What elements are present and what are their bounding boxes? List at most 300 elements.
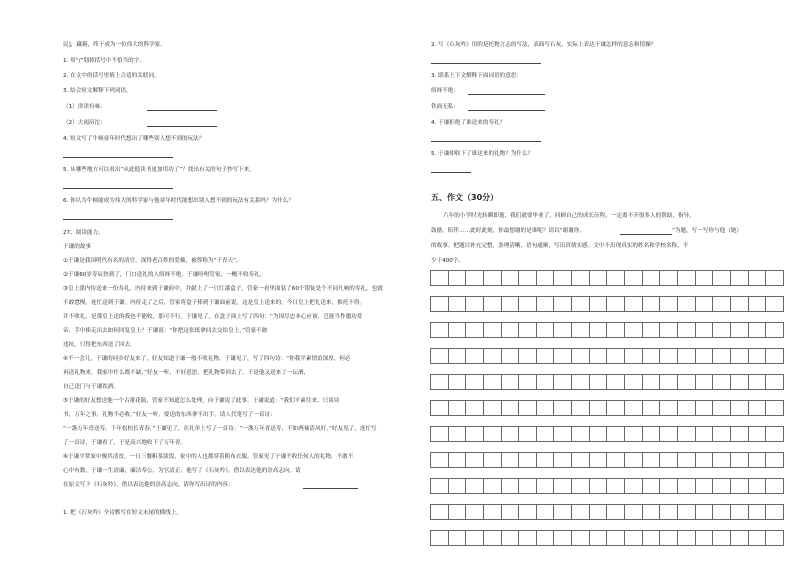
grid-cell[interactable]	[677, 375, 695, 390]
grid-cell[interactable]	[713, 323, 731, 338]
grid-cell[interactable]	[536, 323, 554, 338]
grid-cell[interactable]	[625, 297, 643, 312]
grid-gap-cell	[431, 468, 784, 479]
answer-blank[interactable]	[303, 488, 358, 489]
text-line: 民]，藏箱，终于成为一位伟大的科学家。	[63, 42, 166, 48]
grid-cell[interactable]	[448, 375, 466, 390]
grid-cell[interactable]	[766, 297, 784, 312]
grid-cell[interactable]	[660, 453, 678, 468]
grid-cell[interactable]	[766, 479, 784, 494]
reading-question-2: 2. 写《石灰吟》用的是托物言志的写法，表面写石灰，实际上表达于谦怎样的意志和情操？	[431, 42, 657, 48]
grid-cell[interactable]	[748, 427, 766, 442]
grid-cell[interactable]	[660, 505, 678, 520]
grid-cell[interactable]	[607, 427, 625, 442]
paragraph-line: 了一首诗，于谦看了，于是高兴地收下了万年青。	[63, 440, 187, 446]
grid-cell[interactable]	[607, 271, 625, 286]
composition-grid[interactable]	[430, 270, 784, 556]
grid-cell[interactable]	[519, 297, 537, 312]
grid-cell[interactable]	[730, 453, 748, 468]
grid-cell[interactable]	[730, 297, 748, 312]
grid-cell[interactable]	[642, 375, 660, 390]
grid-cell[interactable]	[466, 505, 484, 520]
answer-blank[interactable]	[431, 63, 541, 64]
grid-cell[interactable]	[572, 375, 590, 390]
grid-cell[interactable]	[625, 401, 643, 416]
grid-cell[interactable]	[660, 323, 678, 338]
grid-cell[interactable]	[466, 479, 484, 494]
grid-cell[interactable]	[677, 505, 695, 520]
grid-cell[interactable]	[660, 297, 678, 312]
grid-cell[interactable]	[501, 271, 519, 286]
reading-heading: 27、阅读能力。	[63, 230, 104, 236]
grid-cell[interactable]	[483, 375, 501, 390]
grid-cell[interactable]	[554, 271, 572, 286]
grid-cell[interactable]	[572, 271, 590, 286]
answer-blank[interactable]	[431, 172, 471, 173]
grid-cell[interactable]	[431, 427, 449, 442]
reading-question-1: 1. 把《石灰吟》全诗默写在短文末尾的横线上。	[63, 510, 182, 516]
grid-cell[interactable]	[501, 531, 519, 546]
grid-cell[interactable]	[642, 479, 660, 494]
answer-blank[interactable]	[468, 94, 545, 95]
grid-row	[431, 401, 784, 416]
paragraph-line: 并不收礼，是那皇上送的我也不能收，那可不行。于谦见了，在盒子面上写了四句：“为国尽忠本心应该，岂能当作邀功赏	[63, 314, 363, 320]
grid-cell[interactable]	[660, 427, 678, 442]
grid-cell[interactable]	[748, 505, 766, 520]
grid-gap	[431, 286, 784, 297]
grid-cell[interactable]	[589, 505, 607, 520]
grid-cell[interactable]	[501, 297, 519, 312]
grid-cell[interactable]	[519, 349, 537, 364]
grid-cell[interactable]	[554, 453, 572, 468]
grid-cell[interactable]	[713, 297, 731, 312]
grid-cell[interactable]	[695, 427, 713, 442]
grid-cell[interactable]	[554, 427, 572, 442]
grid-cell[interactable]	[607, 479, 625, 494]
grid-cell[interactable]	[748, 375, 766, 390]
grid-gap	[431, 468, 784, 479]
grid-row	[431, 297, 784, 312]
grid-cell[interactable]	[483, 479, 501, 494]
grid-cell[interactable]	[448, 271, 466, 286]
grid-row	[431, 505, 784, 520]
grid-gap	[431, 364, 784, 375]
grid-cell[interactable]	[431, 531, 449, 546]
grid-cell[interactable]	[730, 427, 748, 442]
grid-cell[interactable]	[501, 427, 519, 442]
grid-row	[431, 531, 784, 546]
grid-row	[431, 375, 784, 390]
grid-cell[interactable]	[607, 349, 625, 364]
grid-cell[interactable]	[695, 505, 713, 520]
grid-cell[interactable]	[589, 271, 607, 286]
grid-cell[interactable]	[660, 479, 678, 494]
grid-cell[interactable]	[748, 479, 766, 494]
paragraph-line: “一盏万年青送寿，千年松柏长青春，”于谦见了，在礼单上写了一首诗：“一盏万年青送寿，不如两袖清风好。”好友见了，连忙写	[63, 426, 377, 432]
paragraph-line: ②于谦60岁寿辰快到了，门口送礼的人络绎不绝，于谦吩咐管家，一概不收寿礼。	[63, 272, 266, 278]
grid-cell[interactable]	[642, 271, 660, 286]
grid-cell[interactable]	[766, 375, 784, 390]
grid-cell[interactable]	[607, 401, 625, 416]
grid-cell[interactable]	[713, 271, 731, 286]
grid-cell[interactable]	[554, 297, 572, 312]
grid-cell[interactable]	[519, 453, 537, 468]
paragraph-line: ①于谦是我国明代有名的清官，深得老百姓的爱戴，被尊称为“于青天”。	[63, 258, 242, 264]
grid-gap	[431, 312, 784, 323]
grid-cell[interactable]	[695, 323, 713, 338]
grid-cell[interactable]	[748, 453, 766, 468]
grid-cell[interactable]	[501, 375, 519, 390]
paragraph-line: 不敢怠慢，连忙送到于谦。内侍走了之后，管家将盒子捧到于谦面前说，这是皇上送来的，今日皇上把礼送来，推托不得。	[63, 300, 366, 306]
grid-cell[interactable]	[748, 531, 766, 546]
grid-cell[interactable]	[625, 453, 643, 468]
grid-cell[interactable]	[448, 427, 466, 442]
answer-blank[interactable]	[63, 157, 173, 158]
grid-cell[interactable]	[536, 479, 554, 494]
paragraph-line: 再送礼物来，我家中什么都不缺，”好友一听，不好意思，把礼物带回去了。于是他又送来了一坛酒，	[63, 370, 310, 376]
answer-blank[interactable]	[431, 141, 541, 142]
grid-cell[interactable]	[748, 349, 766, 364]
grid-cell[interactable]	[448, 453, 466, 468]
paragraph-line: ⑤于谦的好友想送他一个古董花瓶，管家不知道怎么处理，向于谦说了此事。于谦说道：“我们平素往来，只谈诗	[63, 398, 340, 404]
grid-cell[interactable]	[766, 271, 784, 286]
question-6: 6. 你认为牛顿能成为伟大的科学家与他童年时代能想出别人想不到的玩法有关系吗？为什么？	[63, 198, 294, 204]
grid-cell[interactable]	[625, 479, 643, 494]
grid-cell[interactable]	[625, 531, 643, 546]
grid-cell[interactable]	[766, 453, 784, 468]
grid-cell[interactable]	[519, 323, 537, 338]
grid-gap	[431, 416, 784, 427]
grid-cell[interactable]	[431, 349, 449, 364]
grid-cell[interactable]	[519, 427, 537, 442]
grid-cell[interactable]	[554, 349, 572, 364]
grid-gap-cell	[431, 390, 784, 401]
grid-cell[interactable]	[660, 271, 678, 286]
grid-cell[interactable]	[554, 479, 572, 494]
grid-cell[interactable]	[519, 531, 537, 546]
grid-cell[interactable]	[766, 505, 784, 520]
grid-cell[interactable]	[572, 297, 590, 312]
grid-row	[431, 349, 784, 364]
grid-cell[interactable]	[448, 401, 466, 416]
grid-cell[interactable]	[677, 479, 695, 494]
grid-row	[431, 453, 784, 468]
grid-cell[interactable]	[607, 505, 625, 520]
grid-cell[interactable]	[536, 375, 554, 390]
grid-cell[interactable]	[448, 349, 466, 364]
grid-cell[interactable]	[677, 427, 695, 442]
grid-cell[interactable]	[589, 453, 607, 468]
grid-cell[interactable]	[766, 349, 784, 364]
answer-blank[interactable]	[63, 188, 173, 189]
question-3: 3. 结合短文解释下列词语。	[63, 88, 132, 94]
grid-cell[interactable]	[642, 297, 660, 312]
grid-cell[interactable]	[730, 323, 748, 338]
grid-cell[interactable]	[625, 323, 643, 338]
answer-blank[interactable]	[147, 110, 217, 111]
grid-cell[interactable]	[625, 375, 643, 390]
grid-cell[interactable]	[642, 323, 660, 338]
question-4: 4. 短文写了牛顿童年时代想出了哪些别人想不到的玩法？	[63, 136, 205, 142]
grid-cell[interactable]	[572, 349, 590, 364]
grid-cell[interactable]	[748, 297, 766, 312]
grid-cell[interactable]	[625, 427, 643, 442]
grid-cell[interactable]	[431, 375, 449, 390]
grid-cell[interactable]	[766, 531, 784, 546]
word-item: 络绎不绝：	[431, 88, 459, 94]
grid-gap-cell	[431, 312, 784, 323]
prompt-line: ”为题，写一写你与他（她）	[672, 228, 743, 234]
paragraph-line: 心中有数，于谦一生清廉，廉洁奉公，为官清正，他写了《石灰吟》，借以表达他的崇高志向。请	[63, 468, 301, 474]
grid-cell[interactable]	[677, 531, 695, 546]
reading-question-3: 3. 联系上下文解释下面词语的意思：	[431, 73, 523, 79]
grid-cell[interactable]	[642, 427, 660, 442]
grid-cell[interactable]	[554, 323, 572, 338]
grid-cell[interactable]	[466, 297, 484, 312]
grid-cell[interactable]	[713, 505, 731, 520]
grid-cell[interactable]	[589, 427, 607, 442]
grid-cell[interactable]	[483, 349, 501, 364]
grid-cell[interactable]	[554, 401, 572, 416]
grid-cell[interactable]	[730, 375, 748, 390]
grid-cell[interactable]	[448, 505, 466, 520]
grid-cell[interactable]	[536, 531, 554, 546]
grid-cell[interactable]	[713, 349, 731, 364]
grid-gap	[431, 520, 784, 531]
grid-gap	[431, 390, 784, 401]
grid-cell[interactable]	[501, 349, 519, 364]
grid-cell[interactable]	[748, 323, 766, 338]
grid-cell[interactable]	[589, 297, 607, 312]
grid-cell[interactable]	[536, 349, 554, 364]
grid-cell[interactable]	[519, 505, 537, 520]
grid-cell[interactable]	[501, 401, 519, 416]
paragraph-line: 违抗，只得把东西送了回去。	[63, 342, 136, 348]
grid-gap	[431, 338, 784, 349]
paragraph-line: 书，万年之事，礼物不必收。”好友一听，要送的东西拿不出手，请人代笔写了一首诗：	[63, 412, 276, 418]
grid-cell[interactable]	[642, 349, 660, 364]
paragraph-line: 在原文写下《石灰吟》，借以表达他的崇高志向，请你写出诗的内容：	[63, 482, 234, 488]
grid-cell[interactable]	[589, 531, 607, 546]
grid-row	[431, 271, 784, 286]
grid-cell[interactable]	[642, 453, 660, 468]
grid-cell[interactable]	[713, 453, 731, 468]
grid-cell[interactable]	[431, 271, 449, 286]
grid-cell[interactable]	[695, 401, 713, 416]
grid-cell[interactable]	[748, 271, 766, 286]
grid-cell[interactable]	[483, 505, 501, 520]
grid-cell[interactable]	[431, 323, 449, 338]
grid-cell[interactable]	[536, 297, 554, 312]
answer-blank[interactable]	[63, 219, 173, 220]
grid-cell[interactable]	[766, 323, 784, 338]
grid-cell[interactable]	[607, 453, 625, 468]
grid-cell[interactable]	[625, 505, 643, 520]
prompt-line: 六年的小学时光转瞬即逝，我们就要毕业了，回顾自己的成长历程，一定离不开很多人的帮助，指导，	[443, 213, 695, 219]
grid-cell[interactable]	[642, 531, 660, 546]
grid-cell[interactable]	[536, 401, 554, 416]
grid-cell[interactable]	[677, 453, 695, 468]
grid-cell[interactable]	[695, 375, 713, 390]
grid-cell[interactable]	[483, 531, 501, 546]
sub-question-2: （2）大雨滂沱：	[63, 120, 106, 126]
grid-cell[interactable]	[519, 271, 537, 286]
grid-cell[interactable]	[589, 375, 607, 390]
grid-gap-cell	[431, 520, 784, 531]
grid-cell[interactable]	[554, 375, 572, 390]
grid-cell[interactable]	[483, 401, 501, 416]
grid-cell[interactable]	[642, 505, 660, 520]
title-blank[interactable]	[620, 234, 672, 235]
grid-cell[interactable]	[431, 505, 449, 520]
grid-cell[interactable]	[448, 531, 466, 546]
grid-cell[interactable]	[695, 479, 713, 494]
grid-cell[interactable]	[625, 271, 643, 286]
grid-cell[interactable]	[713, 479, 731, 494]
grid-cell[interactable]	[730, 479, 748, 494]
grid-cell[interactable]	[466, 401, 484, 416]
grid-cell[interactable]	[730, 349, 748, 364]
grid-cell[interactable]	[536, 271, 554, 286]
grid-cell[interactable]	[713, 401, 731, 416]
answer-blank[interactable]	[147, 126, 217, 127]
grid-cell[interactable]	[695, 531, 713, 546]
grid-cell[interactable]	[713, 427, 731, 442]
grid-gap-cell	[431, 494, 784, 505]
grid-cell[interactable]	[730, 505, 748, 520]
grid-cell[interactable]	[677, 349, 695, 364]
grid-gap-cell	[431, 442, 784, 453]
question-1: 1. 用“/”划掉括号中不恰当的字。	[63, 58, 145, 64]
grid-cell[interactable]	[713, 375, 731, 390]
grid-cell[interactable]	[695, 349, 713, 364]
grid-cell[interactable]	[642, 401, 660, 416]
grid-cell[interactable]	[766, 427, 784, 442]
grid-cell[interactable]	[589, 479, 607, 494]
grid-cell[interactable]	[519, 479, 537, 494]
grid-cell[interactable]	[554, 531, 572, 546]
grid-cell[interactable]	[466, 453, 484, 468]
paragraph-line: ⑥于谦平常家中极其清贫，一日三餐粗茶淡饭，家中的人也都穿着粗布衣服。管家见了于谦不收任何人的礼物，不敢不	[63, 454, 354, 460]
grid-cell[interactable]	[536, 453, 554, 468]
grid-cell[interactable]	[589, 349, 607, 364]
grid-cell[interactable]	[695, 297, 713, 312]
grid-cell[interactable]	[483, 323, 501, 338]
section-title: 五、作文（30分）	[431, 193, 499, 202]
grid-cell[interactable]	[431, 401, 449, 416]
grid-cell[interactable]	[660, 401, 678, 416]
grid-cell[interactable]	[501, 453, 519, 468]
grid-cell[interactable]	[607, 375, 625, 390]
grid-cell[interactable]	[589, 401, 607, 416]
prompt-line: 少于400字。	[431, 258, 465, 264]
question-2: 2. 在文中的括号里填上合适的关联词。	[63, 73, 160, 79]
grid-cell[interactable]	[536, 505, 554, 520]
grid-cell[interactable]	[483, 271, 501, 286]
grid-cell[interactable]	[448, 479, 466, 494]
reading-question-4: 4. 于谦拒绝了谁送来的寿礼？	[431, 120, 506, 126]
grid-cell[interactable]	[431, 479, 449, 494]
grid-cell[interactable]	[572, 427, 590, 442]
grid-gap	[431, 494, 784, 505]
grid-cell[interactable]	[572, 323, 590, 338]
grid-cell[interactable]	[466, 427, 484, 442]
grid-gap-cell	[431, 286, 784, 297]
grid-cell[interactable]	[572, 505, 590, 520]
grid-cell[interactable]	[660, 531, 678, 546]
sub-question-1: （1）津津有味：	[63, 104, 106, 110]
grid-gap-cell	[431, 416, 784, 427]
grid-cell[interactable]	[730, 531, 748, 546]
paragraph-line: ④不一会儿，于谦的同乡好友来了，好友知道于谦一般不收礼物，于谦见了，写了四句诗：“你我平素情谊深厚，何必	[63, 356, 351, 362]
grid-cell[interactable]	[730, 401, 748, 416]
grid-cell[interactable]	[677, 401, 695, 416]
grid-cell[interactable]	[554, 505, 572, 520]
grid-cell[interactable]	[466, 349, 484, 364]
grid-cell[interactable]	[466, 323, 484, 338]
grid-cell[interactable]	[677, 323, 695, 338]
grid-cell[interactable]	[607, 297, 625, 312]
grid-cell[interactable]	[695, 271, 713, 286]
answer-blank[interactable]	[468, 110, 545, 111]
reading-question-5: 5. 于谦却收下了谁送来的礼物？为什么？	[431, 151, 534, 157]
grid-cell[interactable]	[660, 349, 678, 364]
grid-cell[interactable]	[572, 531, 590, 546]
grid-cell[interactable]	[677, 271, 695, 286]
grid-cell[interactable]	[695, 453, 713, 468]
grid-cell[interactable]	[572, 453, 590, 468]
grid-cell[interactable]	[572, 401, 590, 416]
grid-gap-cell	[431, 364, 784, 375]
grid-cell[interactable]	[448, 323, 466, 338]
grid-cell[interactable]	[625, 349, 643, 364]
grid-cell[interactable]	[483, 453, 501, 468]
story-title: 于谦的故事	[63, 244, 91, 250]
paragraph-line: ③皇上派内侍送来一份寿礼。内侍来到于谦府中，并献上了一只红漆盒子，管家一看里面装了60个银锭是个不同凡响的寿礼，也就	[63, 286, 383, 292]
paragraph-line: 帝，手中捧走出去如何回复皇上？于谦说：“你把这张纸拿回去交给皇上，”管家不敢	[63, 328, 268, 334]
grid-cell[interactable]	[448, 297, 466, 312]
grid-cell[interactable]	[483, 297, 501, 312]
grid-cell[interactable]	[501, 505, 519, 520]
grid-cell[interactable]	[589, 323, 607, 338]
grid-cell[interactable]	[466, 531, 484, 546]
grid-cell[interactable]	[483, 427, 501, 442]
grid-cell[interactable]	[677, 297, 695, 312]
grid-cell[interactable]	[730, 271, 748, 286]
grid-cell[interactable]	[572, 479, 590, 494]
grid-cell[interactable]	[501, 479, 519, 494]
grid-cell[interactable]	[607, 531, 625, 546]
grid-cell[interactable]	[466, 271, 484, 286]
grid-cell[interactable]	[660, 375, 678, 390]
word-item: 铁面无私：	[431, 104, 459, 110]
grid-cell[interactable]	[466, 375, 484, 390]
grid-cell[interactable]	[607, 323, 625, 338]
grid-cell[interactable]	[431, 297, 449, 312]
grid-cell[interactable]	[748, 401, 766, 416]
grid-row	[431, 427, 784, 442]
grid-cell[interactable]	[519, 401, 537, 416]
grid-cell[interactable]	[519, 375, 537, 390]
grid-cell[interactable]	[431, 453, 449, 468]
grid-cell[interactable]	[766, 401, 784, 416]
grid-cell[interactable]	[713, 531, 731, 546]
grid-cell[interactable]	[536, 427, 554, 442]
grid-cell[interactable]	[501, 323, 519, 338]
question-5: 5. 从哪些地方可以看出“从此他读书更加用功了”？找出有关的句子抄写下来。	[63, 167, 255, 173]
prompt-line: 的故事。把题目补充完整，条理清晰，语句通顺，写出真情实感。文中不出现真实的姓名和学校名称，不	[431, 243, 689, 249]
paragraph-line: 自己送门与于谦饮酒。	[63, 384, 119, 390]
